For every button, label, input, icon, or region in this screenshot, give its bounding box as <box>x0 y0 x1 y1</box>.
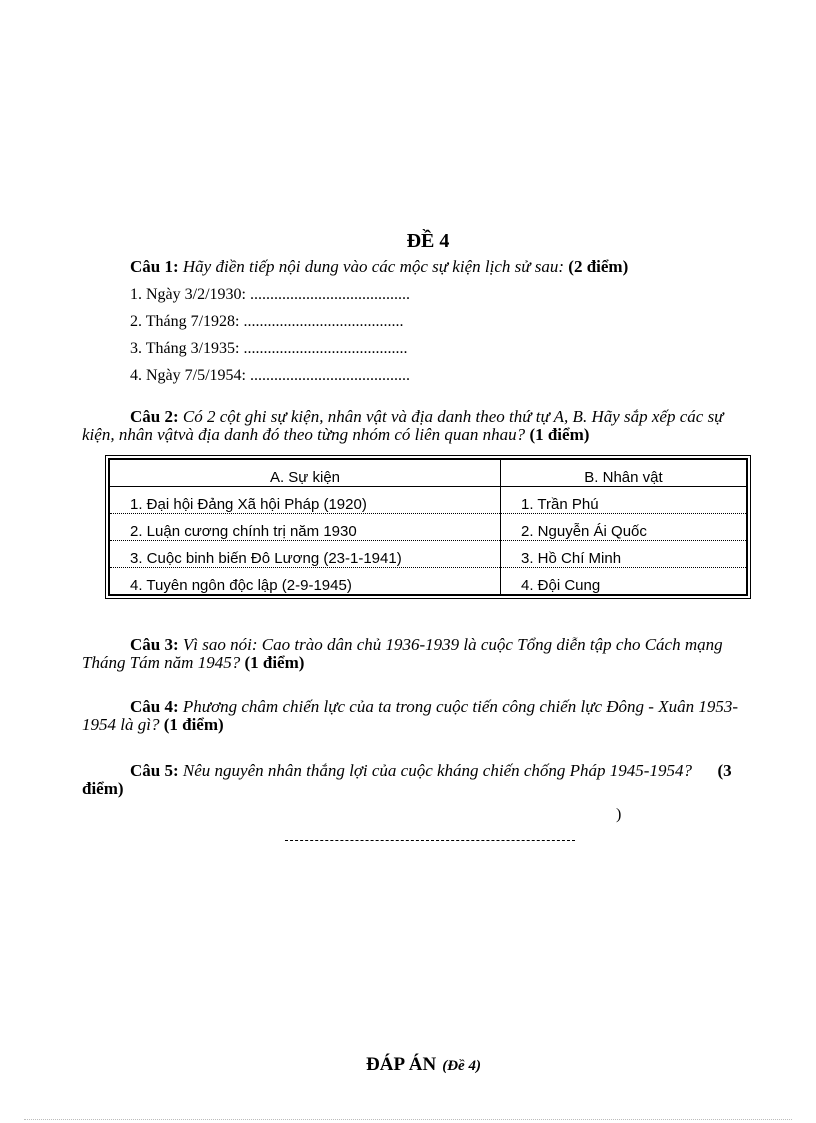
table-cell-b: 1. Trần Phú <box>501 487 748 514</box>
question-3 <box>82 636 742 672</box>
question-1-text: Hãy điền tiếp nội dung vào các mộc sự kiện lịch sử sau: <box>182 257 565 276</box>
question-2-label: Câu 2: <box>130 407 179 426</box>
answer-subtitle: (Đề 4) <box>442 1058 481 1074</box>
question-5-text: Nêu nguyên nhân thắng lợi của cuộc kháng chiến chống Pháp 1945-1954? <box>182 761 692 780</box>
answer-title: ĐÁP ÁN <box>366 1054 437 1075</box>
table-cell-b: 3. Hồ Chí Minh <box>501 541 748 568</box>
question-5-points: (3 điểm) <box>82 761 732 798</box>
question-1-points: (2 điểm) <box>568 257 629 276</box>
question-5-label: Câu 5: <box>130 761 179 780</box>
table-row <box>109 568 747 596</box>
table-cell-b: 2. Nguyễn Ái Quốc <box>501 514 748 541</box>
table-cell-a: 2. Luận cương chính trị năm 1930 <box>109 514 501 541</box>
question-3-text: Vì sao nói: Cao trào dân chủ 1936-1939 là cuộc Tổng diễn tập cho Cách mạng Tháng Tám năm 1945? <box>82 635 723 672</box>
table-header-row <box>109 459 747 487</box>
question-1 <box>82 258 742 276</box>
table-cell-a: 3. Cuộc binh biến Đô Lương (23-1-1941) <box>109 541 501 568</box>
question-2 <box>82 408 742 444</box>
question-4-points: (1 điểm) <box>163 715 224 734</box>
closing-parenthesis: ) <box>616 806 622 823</box>
question-4 <box>82 698 742 734</box>
exam-title: ĐỀ 4 <box>406 230 450 252</box>
table-cell-a: 1. Đại hội Đảng Xã hội Pháp (1920) <box>109 487 501 514</box>
table-cell-a: 4. Tuyên ngôn độc lập (2-9-1945) <box>109 568 501 596</box>
table-row <box>109 514 747 541</box>
separator-line <box>285 840 575 841</box>
question-2-points: (1 điểm) <box>529 425 590 444</box>
question-3-points: (1 điểm) <box>244 653 305 672</box>
q1-item-1: 1. Ngày 3/2/1930: ........................................ <box>130 286 410 303</box>
answer-heading <box>366 1054 481 1076</box>
q1-item-3: 3. Tháng 3/1935: ......................................... <box>130 340 408 357</box>
q1-item-2: 2. Tháng 7/1928: ........................................ <box>130 313 404 330</box>
question-4-text: Phương châm chiến lực của ta trong cuộc tiến công chiến lực Đông - Xuân 1953-1954 là gì? <box>82 697 739 734</box>
table-header-b: B. Nhân vật <box>501 459 748 487</box>
table-row <box>109 541 747 568</box>
table-header-a: A. Sự kiện <box>109 459 501 487</box>
matching-table <box>108 458 748 596</box>
question-3-label: Câu 3: <box>130 635 179 654</box>
table-row <box>109 487 747 514</box>
page-bottom-divider <box>24 1119 792 1120</box>
question-5 <box>82 762 742 798</box>
question-2-text: Có 2 cột ghi sự kiện, nhân vật và địa danh theo thứ tự A, B. Hãy sắp xếp các sự kiện, nhân vậtvà địa danh đó theo từng nhóm có liên quan nhau? <box>82 407 724 444</box>
question-1-label: Câu 1: <box>130 257 179 276</box>
q1-item-4: 4. Ngày 7/5/1954: ........................................ <box>130 367 410 384</box>
question-4-label: Câu 4: <box>130 697 179 716</box>
table-cell-b: 4. Đội Cung <box>501 568 748 596</box>
